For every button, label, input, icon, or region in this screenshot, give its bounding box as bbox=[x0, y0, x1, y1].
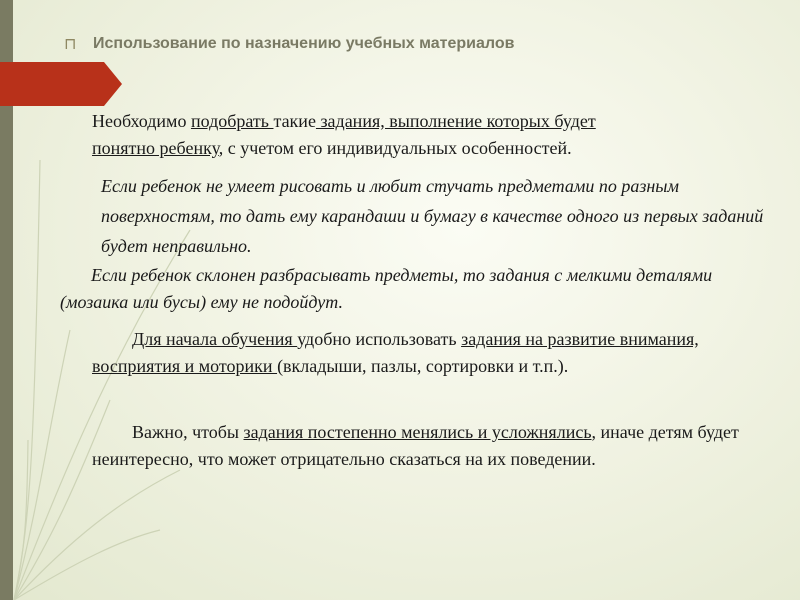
underlined-text: подобрать bbox=[190, 111, 274, 131]
flag-bullet-icon: ⊓ bbox=[64, 36, 77, 53]
text-span: Важно, чтобы bbox=[132, 422, 244, 442]
text-span: Необходимо bbox=[92, 111, 191, 131]
underlined-text: задания постепенно менялись и усложнялись bbox=[243, 422, 592, 442]
paragraph-scattering-example bbox=[60, 262, 760, 316]
text-span: удобно использовать bbox=[297, 329, 462, 349]
underlined-text: Для начала обучения bbox=[132, 329, 298, 349]
text-span: Если ребенок склонен разбрасывать предметы, то задания с мелкими деталями (мозаика или бусы) ему не подойдут. bbox=[60, 265, 713, 312]
slide-title: Использование по назначению учебных материалов bbox=[93, 35, 515, 52]
paragraph-important bbox=[92, 419, 772, 473]
text-span: , с учетом его индивидуальных особенностей. bbox=[218, 138, 572, 158]
paragraph-select-tasks bbox=[92, 108, 752, 162]
red-arrow-banner bbox=[0, 62, 122, 106]
text-span: , иначе детям будет неинтересно, что может отрицательно сказаться на их поведении. bbox=[92, 422, 739, 469]
underlined-text: задания на развитие внимания, восприятия и моторики bbox=[92, 329, 699, 376]
paragraph-start-learning bbox=[92, 326, 772, 380]
text-span: (вкладыши, пазлы, сортировки и т.п.). bbox=[277, 356, 569, 376]
underlined-text: понятно ребенку bbox=[92, 138, 219, 158]
text-span: такие bbox=[273, 111, 316, 131]
paragraph-drawing-example: Если ребенок не умеет рисовать и любит стучать предметами по разным поверхностям, то дать ему карандаши и бумагу в качестве одного из первых заданий будет неправильно. bbox=[101, 176, 764, 256]
underlined-text: задания, выполнение которых будет bbox=[315, 111, 596, 131]
